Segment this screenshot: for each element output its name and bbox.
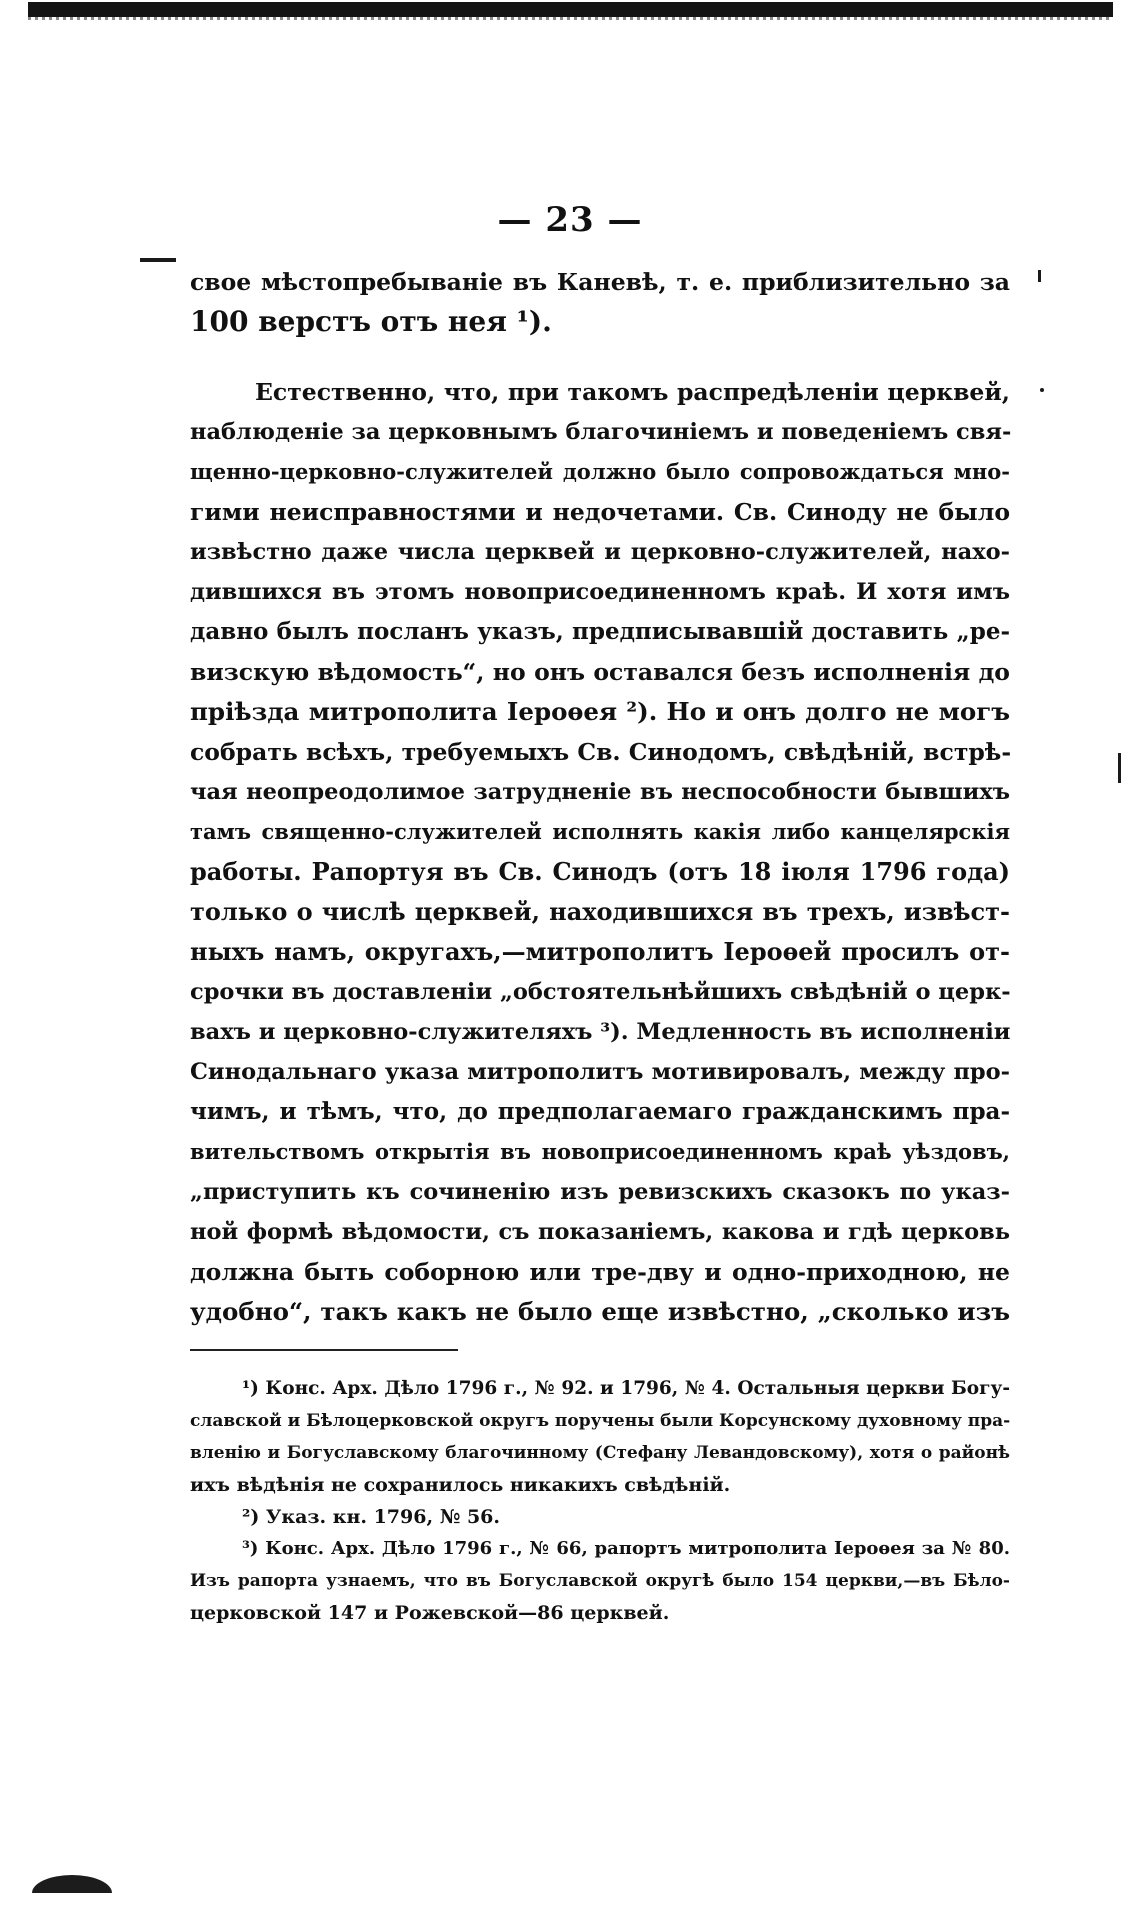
text-line: извѣстно даже числа церквей и церковно-служителей, нахо-	[190, 539, 1010, 565]
text-line: должна быть соборною или тре-дву и одно-приходною, не	[190, 1258, 1010, 1286]
text-line: щенно-церковно-служителей должно было сопровождаться мно-	[190, 459, 1010, 484]
page-number: — 23 —	[497, 200, 643, 240]
text-line: вительствомъ открытія въ новоприсоединенномъ краѣ уѣздовъ,	[190, 1139, 1010, 1164]
text-line: пріѣзда митрополита Іеро​ѳея ²). Но и онъ долго не могъ	[190, 697, 1010, 726]
paragraph-gap	[190, 342, 1010, 372]
text-line: удобно“, такъ какъ не было еще извѣстно, „сколько изъ	[190, 1297, 1010, 1326]
text-line: свое мѣстопребываніе въ Каневѣ, т. е. приблизительно за	[190, 268, 1010, 296]
text-line: наблюденіе за церковнымъ благочиніемъ и поведеніемъ свя-	[190, 419, 1012, 445]
text-line: собрать всѣхъ, требуемыхъ Св. Синодомъ, свѣдѣній, встрѣ-	[190, 738, 1012, 766]
text-line: Естественно, что, при такомъ распредѣленіи церквей,	[255, 378, 1010, 406]
footnote-separator	[190, 1349, 458, 1351]
footnote-line: ³) Конс. Арх. Дѣло 1796 г., № 66, рапортъ митрополита Іероѳея за № 80.	[242, 1538, 1010, 1559]
text-line: чимъ, и тѣмъ, что, до предполагаемаго гражданскимъ пра-	[190, 1098, 1010, 1125]
footnote-line: ¹) Конс. Арх. Дѣло 1796 г., № 92. и 1796, № 4. Остальныя церкви Богу-	[242, 1378, 1010, 1399]
footnotes	[190, 1373, 1010, 1629]
margin-tick-mark	[1118, 753, 1121, 783]
text-line: 100 верстъ отъ нея ¹).	[190, 305, 552, 338]
text-line: гими неисправностями и недочетами. Св. Синоду не было	[190, 498, 1010, 526]
ink-smudge	[32, 1875, 112, 1893]
footnote-line: Изъ рапорта узнаемъ, что въ Богуславской округѣ было 154 церкви,—въ Бѣло-	[190, 1571, 1010, 1591]
text-line: визскую вѣдомость“, но онъ оставался безъ исполненія до	[190, 658, 1010, 686]
text-line: работы. Рапортуя въ Св. Синодъ (отъ 18 іюля 1796 года)	[190, 857, 1010, 886]
text-line: давно былъ посланъ указъ, предписывавшій доставить „ре-	[190, 618, 1010, 645]
footnote-line: церковской 147 и Рожевской—86 церквей.	[190, 1602, 670, 1624]
footnote-line: ихъ вѣдѣнія не сохранилось никакихъ свѣдѣній.	[190, 1474, 731, 1496]
text-line: „приступить къ сочиненію изъ ревизскихъ сказокъ по указ-	[190, 1179, 1010, 1205]
top-edge-texture	[28, 17, 1113, 20]
footnote-line: славской и Бѣлоцерковской округъ поручены были Корсунскому духовному пра-	[190, 1411, 1011, 1431]
text-line: только о числѣ церквей, находившихся въ трехъ, извѣст-	[190, 897, 1010, 926]
text-line: Синодальнаго указа митрополитъ мотивировалъ, между про-	[190, 1059, 1010, 1085]
text-line: вахъ и церковно-служителяхъ ³). Медленность въ исполненіи	[190, 1019, 1011, 1045]
text-line: чая неопреодолимое затрудненіе въ неспособности бывшихъ	[190, 779, 1010, 805]
text-line: тамъ священно-служителей исполнять какія либо канцелярскія	[190, 819, 1010, 844]
margin-dash-mark	[140, 258, 176, 262]
text-line: ной формѣ вѣдомости, съ показаніемъ, какова и гдѣ церковь	[190, 1219, 1010, 1245]
top-edge-rule	[28, 2, 1113, 17]
footnote-line: ²) Указ. кн. 1796, № 56.	[242, 1506, 501, 1528]
main-text	[190, 262, 1010, 1332]
text-line: срочки въ доставленіи „обстоятельнѣйшихъ свѣдѣній о церк-	[190, 979, 1011, 1005]
margin-dot-mark	[1038, 270, 1041, 282]
footnote-line: вленію и Богуславскому благочинному (Стефану Левандовскому), хотя о районѣ	[190, 1443, 1010, 1463]
margin-dot-mark-2	[1040, 388, 1044, 392]
text-line: дившихся въ этомъ новоприсоединенномъ краѣ. И хотя имъ	[190, 579, 1010, 605]
text-line: ныхъ намъ, округахъ,—митрополитъ Іероѳей просилъ от-	[190, 937, 1010, 966]
